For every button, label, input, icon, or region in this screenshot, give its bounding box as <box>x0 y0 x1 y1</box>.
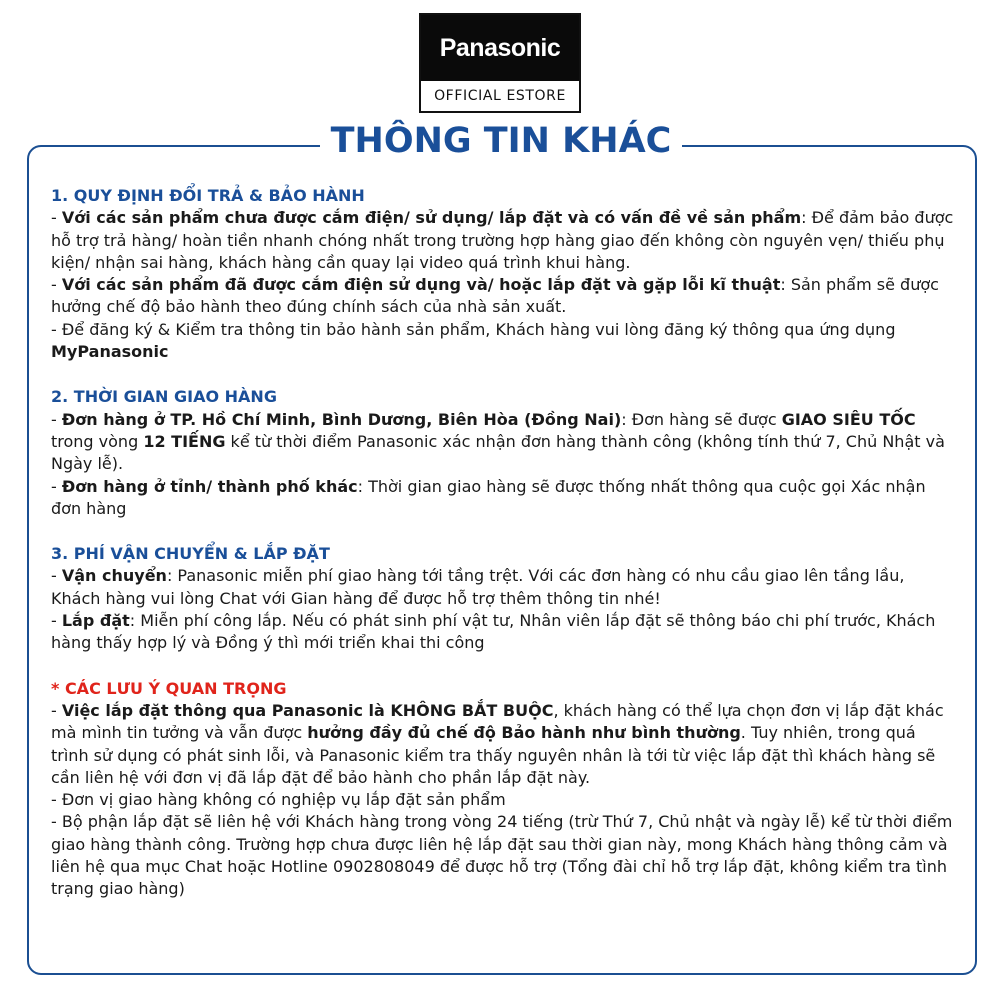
paragraph: - Với các sản phẩm chưa được cắm điện/ sử dụng/ lắp đặt và có vấn đề về sản phẩm: Để đảm bảo được hỗ trợ trả hàng/ hoàn tiền nhanh chóng nhất trong trường hợp hàng giao đến không còn nguyên vẹn/ thiếu phụ kiện/ nhận sai hàng, khách hàng cần quay lại video quá trình khui hàng. <box>51 208 954 272</box>
section-shipping-installation <box>51 543 956 654</box>
page-title: THÔNG TIN KHÁC <box>320 117 682 165</box>
paragraph: - Việc lắp đặt thông qua Panasonic là KHÔNG BẮT BUỘC, khách hàng có thể lựa chọn đơn vị lắp đặt khác mà mình tin tưởng và vẫn được hưởng đầy đủ chế độ Bảo hành như bình thường. Tuy nhiên, trong quá trình sử dụng có phát sinh lỗi, và Panasonic kiểm tra thấy nguyên nhân là tới từ việc lắp đặt thì khách hàng sẽ cần liên hệ với đơn vị đã lắp đặt để bảo hành cho phần lắp đặt này. <box>51 700 944 787</box>
info-content <box>51 185 956 924</box>
section-title: 3. PHÍ VẬN CHUYỂN & LẮP ĐẶT <box>51 544 330 564</box>
section-delivery-time <box>51 386 956 520</box>
paragraph: - Đơn vị giao hàng không có nghiệp vụ lắp đặt sản phẩm <box>51 790 506 810</box>
paragraph: - Bộ phận lắp đặt sẽ liên hệ với Khách hàng trong vòng 24 tiếng (trừ Thứ 7, Chủ nhật và ngày lễ) kể từ thời điểm giao hàng thành công. Trường hợp chưa được liên hệ lắp đặt sau thời gian này, mong Khách hàng thông cảm và liên hệ qua mục Chat hoặc Hotline 0902808049 để được hỗ trợ (Tổng đài chỉ hỗ trợ lắp đặt, không kiểm tra tình trạng giao hàng) <box>51 812 953 899</box>
paragraph: - Đơn hàng ở tỉnh/ thành phố khác: Thời gian giao hàng sẽ được thống nhất thông qua cuộc gọi Xác nhận đơn hàng <box>51 476 926 518</box>
panasonic-logo <box>419 13 581 113</box>
section-important-notes <box>51 678 956 901</box>
section-title: 1. QUY ĐỊNH ĐỔI TRẢ & BẢO HÀNH <box>51 186 365 205</box>
paragraph: - Vận chuyển: Panasonic miễn phí giao hàng tới tầng trệt. Với các đơn hàng có nhu cầu giao lên tầng lầu, Khách hàng vui lòng Chat với Gian hàng để được hỗ trợ thêm thông tin nhé! <box>51 566 905 608</box>
logo-subtitle: OFFICIAL ESTORE <box>434 88 566 104</box>
section-title: * CÁC LƯU Ý QUAN TRỌNG <box>51 678 287 698</box>
paragraph: - Lắp đặt: Miễn phí công lắp. Nếu có phát sinh phí vật tư, Nhân viên lắp đặt sẽ thông báo chi phí trước, Khách hàng thấy hợp lý và Đồng ý thì mới triển khai thi công <box>51 611 936 653</box>
paragraph: - Với các sản phẩm đã được cắm điện sử dụng và/ hoặc lắp đặt và gặp lỗi kĩ thuật: Sản phẩm sẽ được hưởng chế độ bảo hành theo đúng chính sách của nhà sản xuất. <box>51 275 939 317</box>
paragraph: - Để đăng ký & Kiểm tra thông tin bảo hành sản phẩm, Khách hàng vui lòng đăng ký thông qua ứng dụng MyPanasonic <box>51 319 896 362</box>
paragraph: - Đơn hàng ở TP. Hồ Chí Minh, Bình Dương, Biên Hòa (Đồng Nai): Đơn hàng sẽ được GIAO SIÊU TỐC trong vòng 12 TIẾNG kể từ thời điểm Panasonic xác nhận đơn hàng thành công (không tính thứ 7, Chủ Nhật và Ngày lễ). <box>51 409 945 474</box>
logo-brand: Panasonic <box>421 15 579 81</box>
section-return-warranty <box>51 185 956 363</box>
section-title: 2. THỜI GIAN GIAO HÀNG <box>51 387 277 407</box>
